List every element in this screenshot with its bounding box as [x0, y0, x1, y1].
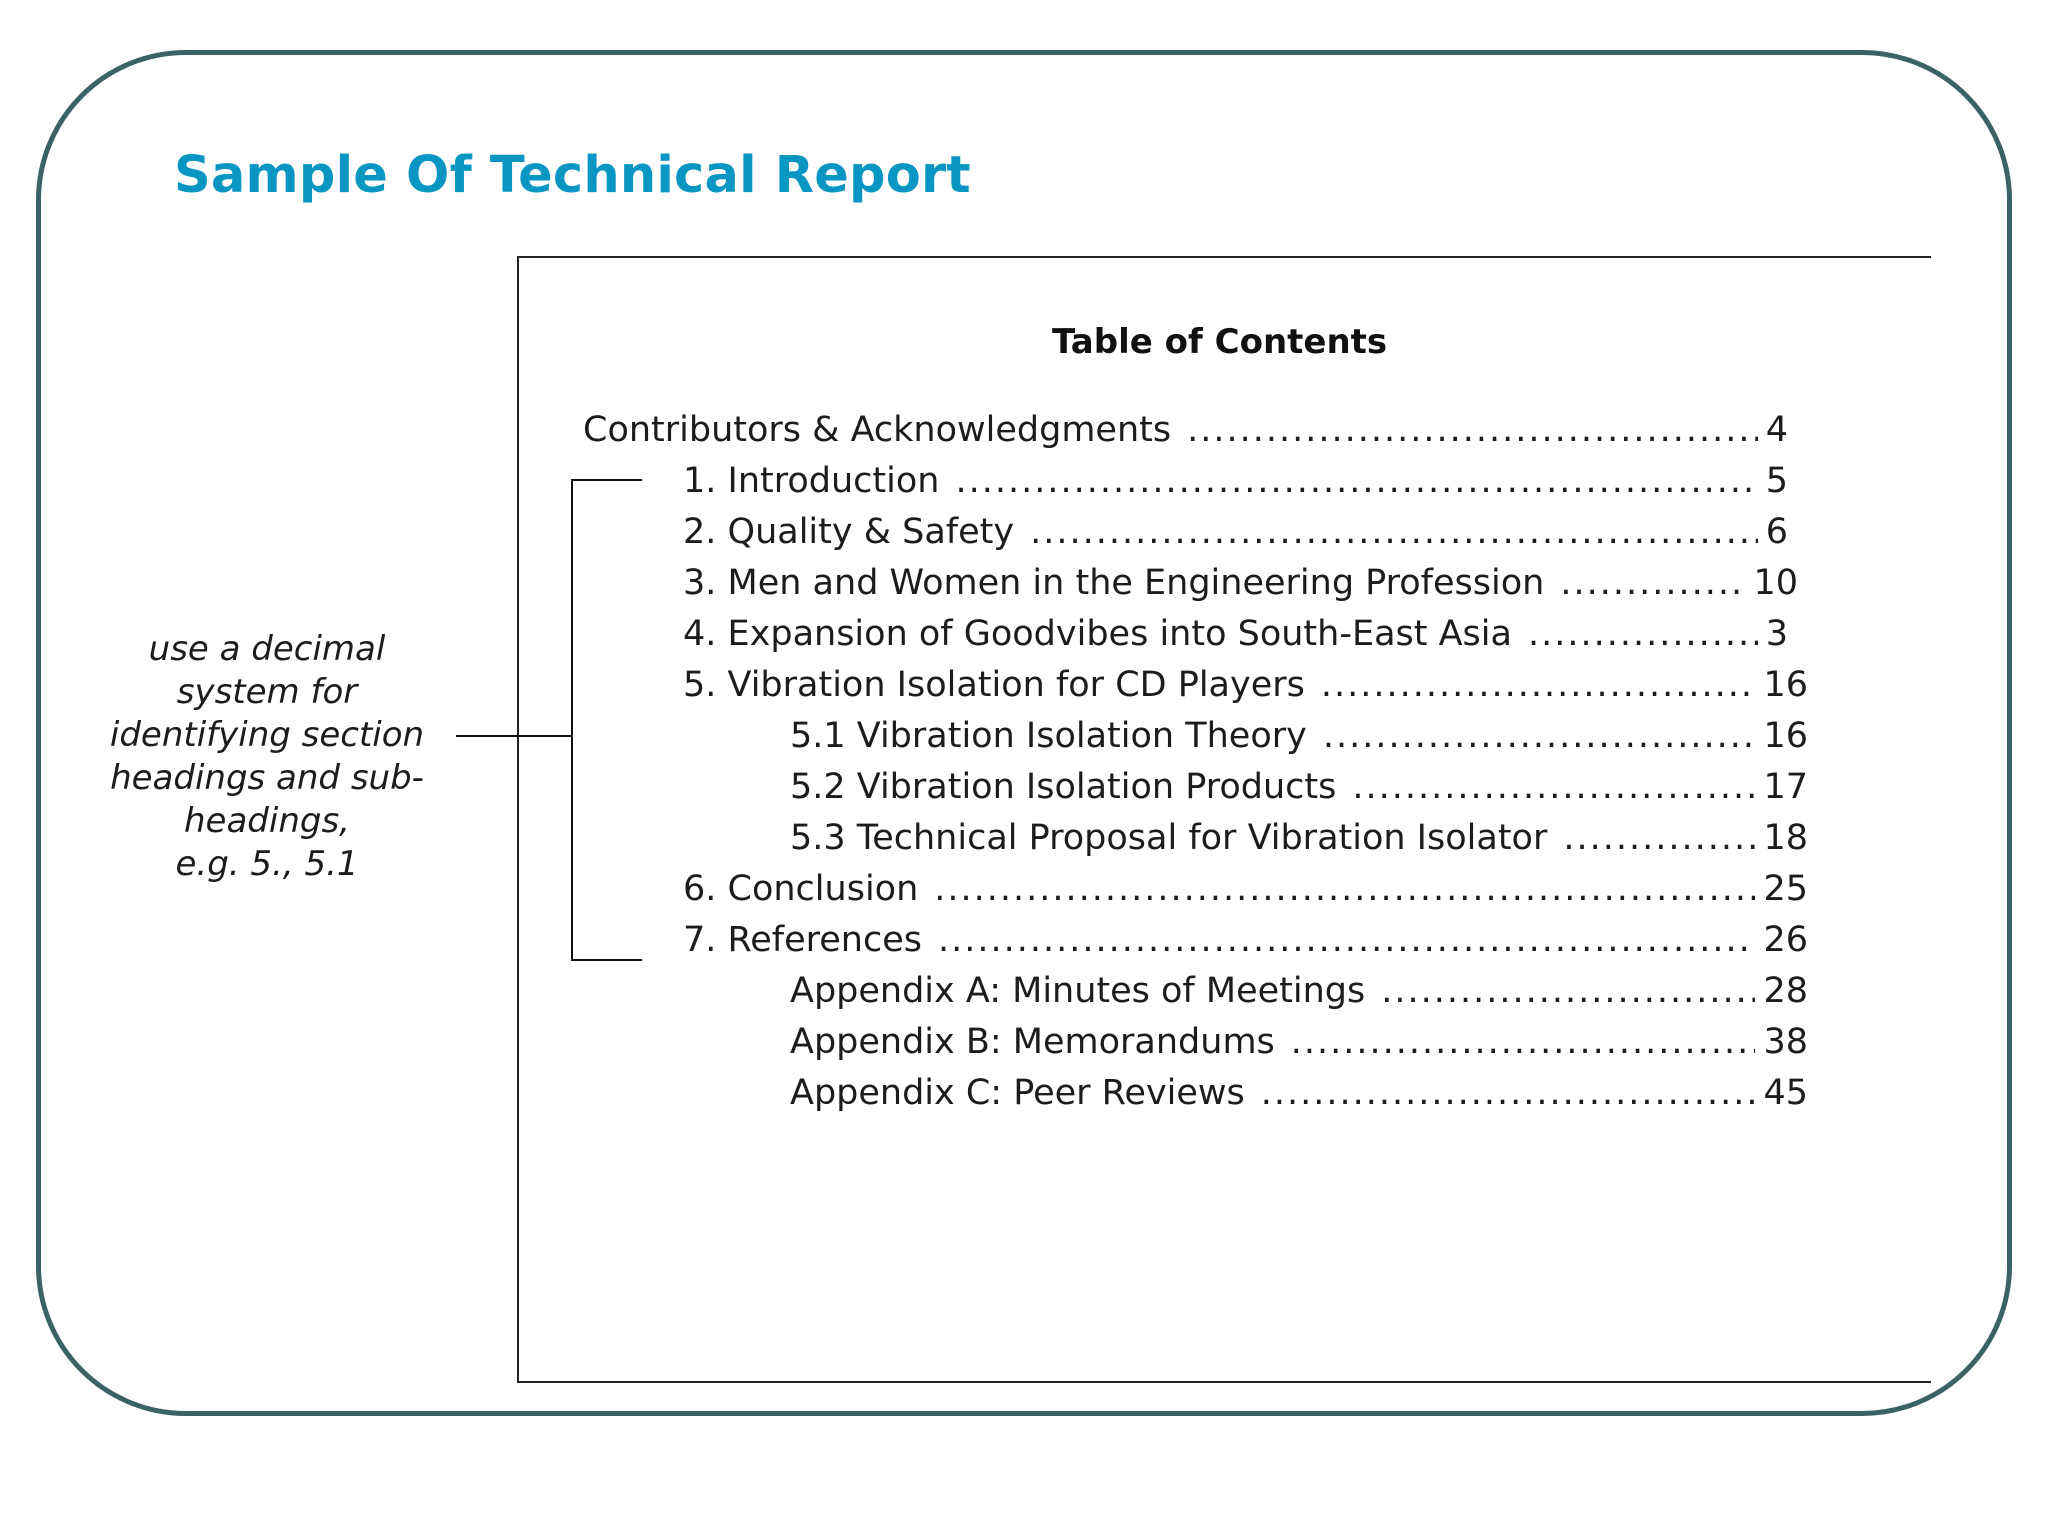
annotation-line: system for: [176, 672, 358, 712]
toc-entry-label: 3. Men and Women in the Engineering Profession: [683, 563, 1545, 603]
toc-entry-page: 6: [1765, 512, 1788, 552]
toc-entry-page: 18: [1763, 818, 1808, 858]
toc-entry: [683, 665, 1808, 705]
toc-entry-label: 7. References: [683, 920, 923, 960]
toc-leader: [1323, 716, 1756, 756]
toc-entry: [790, 767, 1808, 807]
toc-entry-page: 26: [1763, 920, 1808, 960]
toc-entry-page: 17: [1763, 767, 1808, 807]
toc-entry-page: 16: [1763, 716, 1808, 756]
annotation-line: headings,: [184, 801, 350, 841]
section-bracket: [456, 478, 646, 962]
toc-entry: [683, 461, 1788, 501]
toc-entry: [790, 1022, 1808, 1062]
toc-entry: [683, 563, 1798, 603]
toc-entry-label: 6. Conclusion: [683, 869, 919, 909]
toc-entry-label: Appendix A: Minutes of Meetings: [790, 971, 1366, 1011]
toc-entry-label: 5.1 Vibration Isolation Theory: [790, 716, 1307, 756]
toc-entry: [790, 818, 1808, 858]
toc-leader: [1528, 614, 1758, 654]
slide-title: Sample Of Technical Report: [174, 146, 971, 205]
toc-entry-page: 4: [1765, 410, 1788, 450]
toc-entry-page: 16: [1763, 665, 1808, 705]
annotation-note: [82, 628, 452, 886]
toc-entry-label: 2. Quality & Safety: [683, 512, 1015, 552]
toc-entry-label: Appendix C: Peer Reviews: [790, 1073, 1245, 1113]
annotation-line: e.g. 5., 5.1: [175, 844, 359, 884]
toc-entry-label: 5. Vibration Isolation for CD Players: [683, 665, 1305, 705]
toc-entry-page: 28: [1763, 971, 1808, 1011]
toc-heading: Table of Contents: [1052, 322, 1388, 362]
toc-entry: [683, 920, 1808, 960]
toc-entry-page: 38: [1763, 1022, 1808, 1062]
toc-leader: [1291, 1022, 1756, 1062]
toc-entry-label: 5.3 Technical Proposal for Vibration Isolator: [790, 818, 1548, 858]
toc-leader: [934, 869, 1755, 909]
toc-entry-page: 10: [1753, 563, 1798, 603]
toc-entry-label: 1. Introduction: [683, 461, 940, 501]
toc-entry: [683, 614, 1788, 654]
annotation-line: use a decimal: [148, 629, 386, 669]
toc-entry: [790, 1073, 1808, 1113]
toc-entry: [790, 716, 1808, 756]
toc-leader: [1321, 665, 1756, 705]
toc-leader: [955, 461, 1757, 501]
toc-entry-page: 45: [1763, 1073, 1808, 1113]
toc-leader: [1563, 818, 1755, 858]
annotation-line: headings and sub-: [110, 758, 424, 798]
toc-entry-page: 3: [1765, 614, 1788, 654]
toc-entry-label: Appendix B: Memorandums: [790, 1022, 1275, 1062]
toc-leader: [1030, 512, 1758, 552]
toc-entry: [790, 971, 1808, 1011]
toc-entry-label: Contributors & Acknowledgments: [583, 410, 1172, 450]
toc-entry-page: 25: [1763, 869, 1808, 909]
toc-entry-page: 5: [1765, 461, 1788, 501]
toc-entry-label: 5.2 Vibration Isolation Products: [790, 767, 1337, 807]
toc-entry: [683, 869, 1808, 909]
toc-entry: [683, 512, 1788, 552]
toc-leader: [1261, 1073, 1756, 1113]
toc-entry-label: 4. Expansion of Goodvibes into South-East Asia: [683, 614, 1512, 654]
toc-entry: [583, 410, 1788, 450]
toc-leader: [1560, 563, 1745, 603]
annotation-line: identifying section: [109, 715, 425, 755]
toc-leader: [938, 920, 1755, 960]
toc-leader: [1381, 971, 1755, 1011]
toc-leader: [1352, 767, 1755, 807]
toc-leader: [1187, 410, 1758, 450]
